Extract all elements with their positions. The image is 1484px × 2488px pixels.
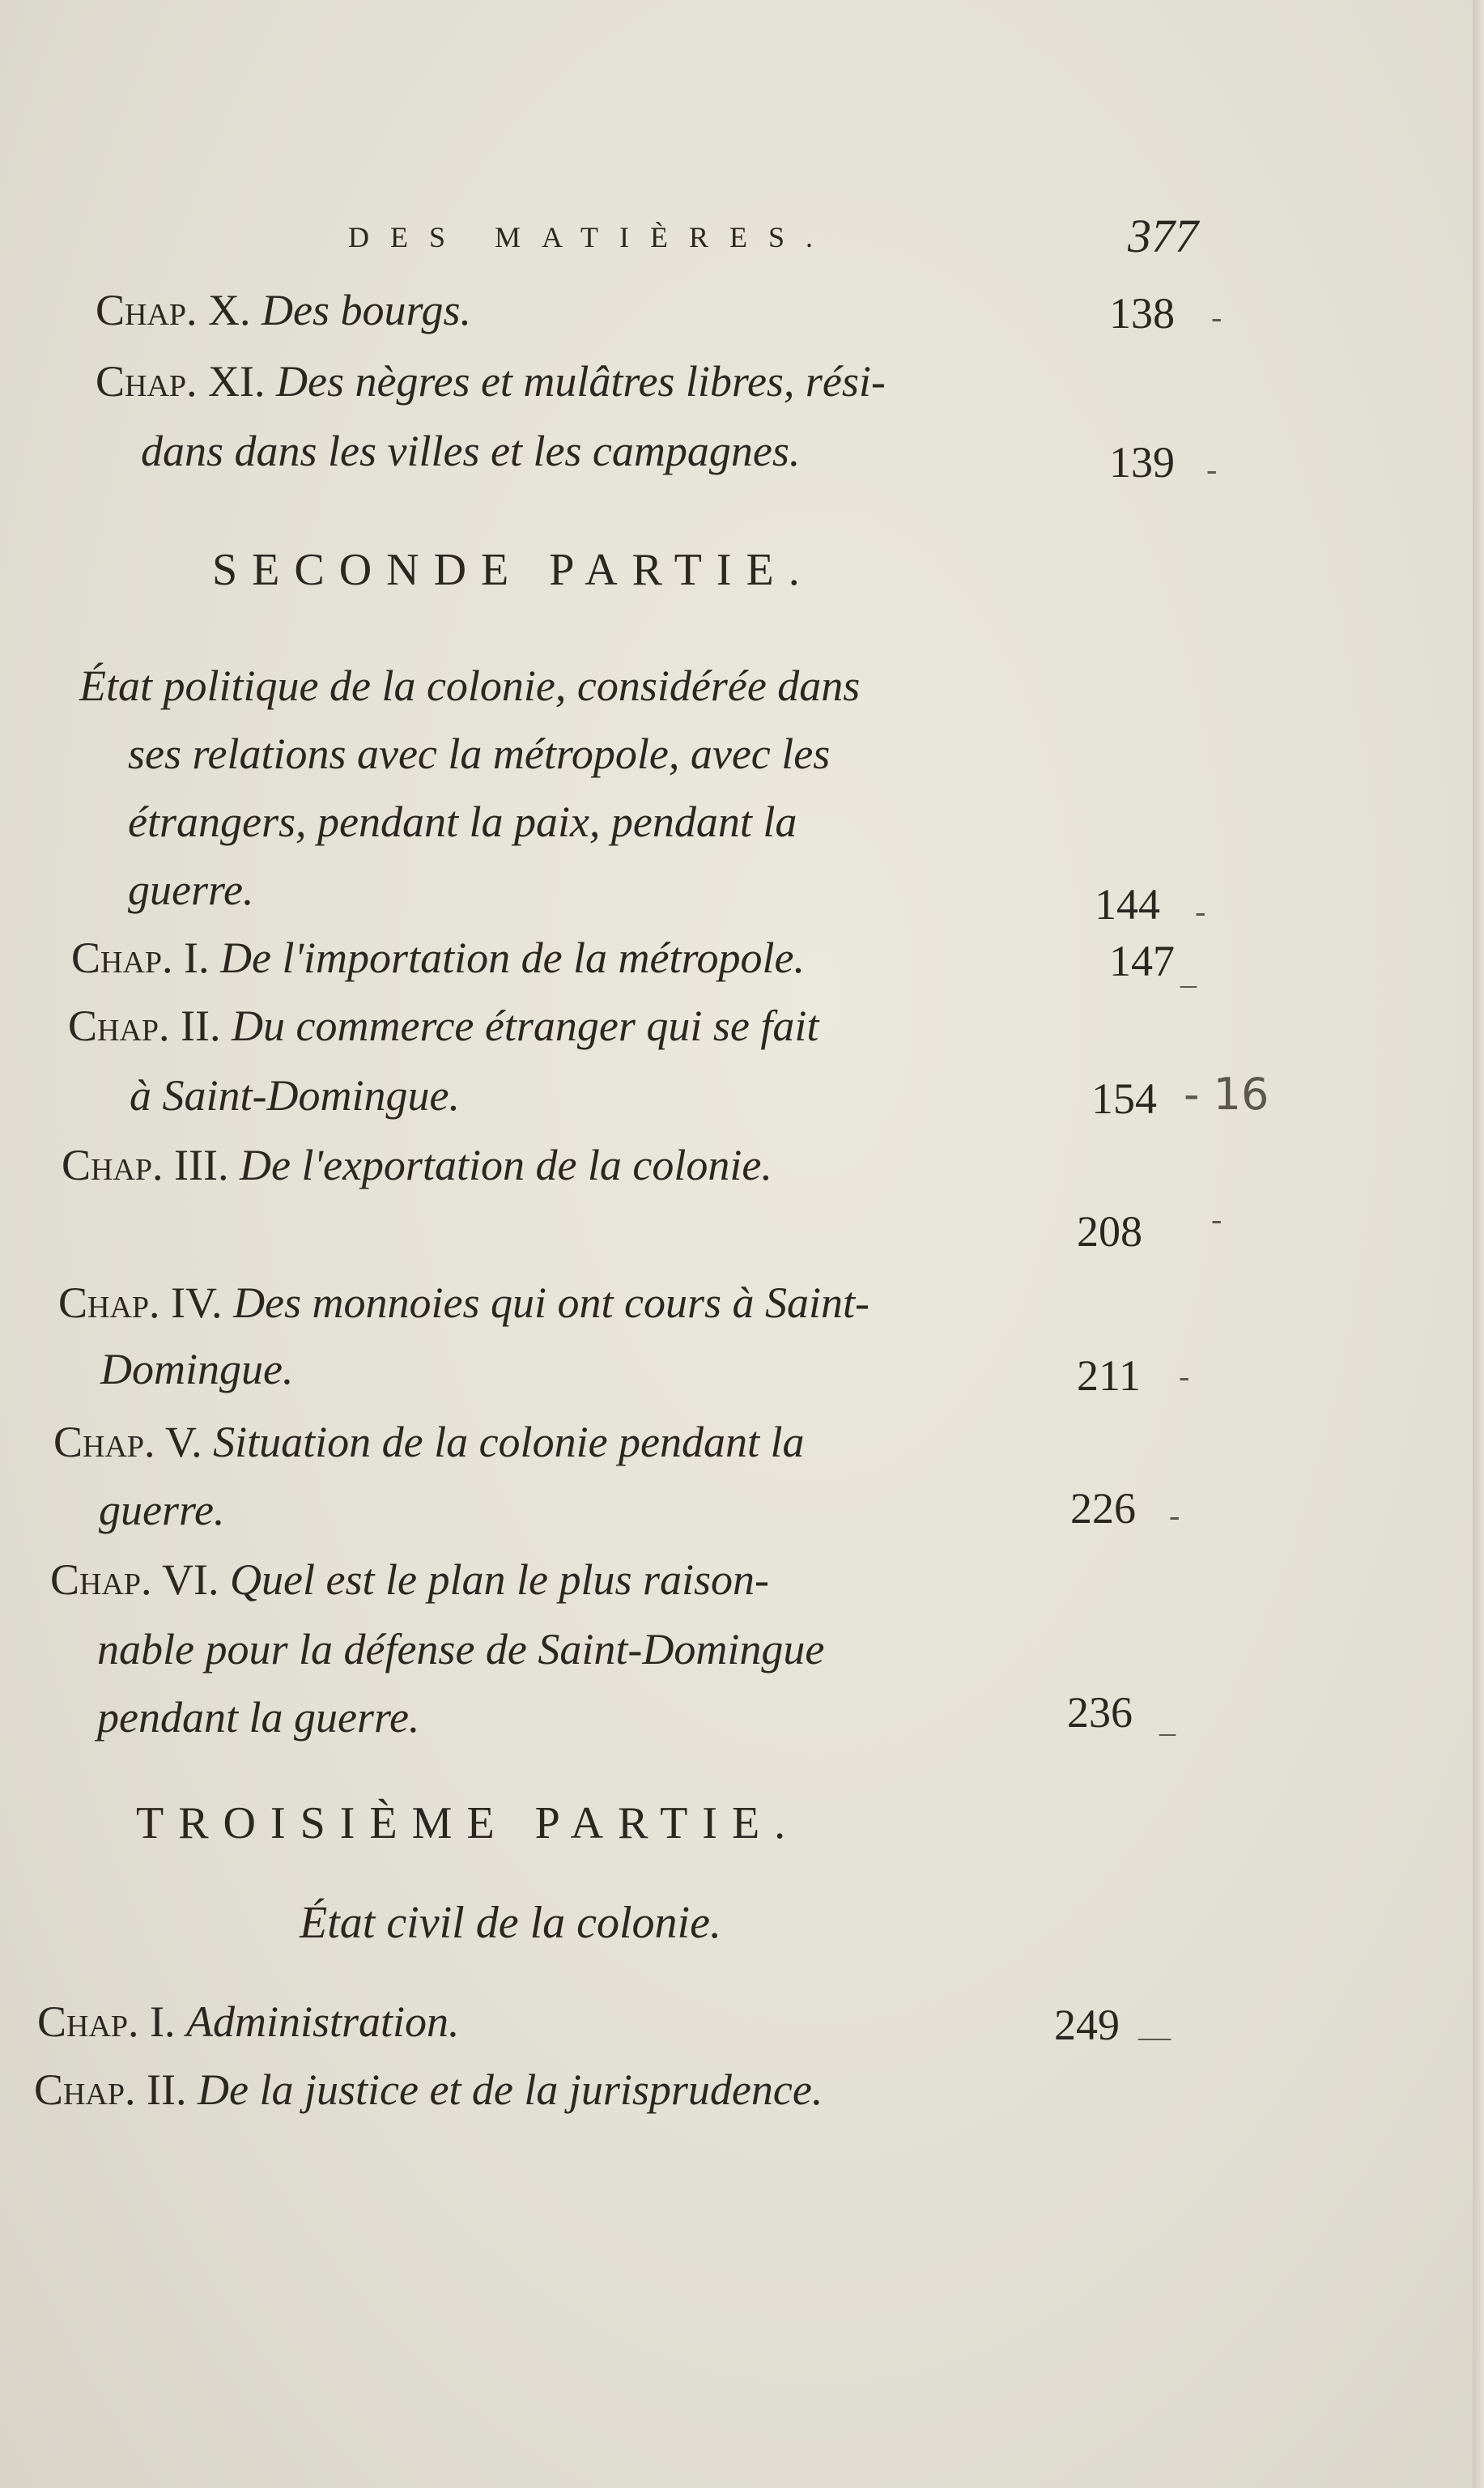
- toc-entry-chap-i: [71, 933, 805, 983]
- page-ref: 138: [1109, 289, 1175, 338]
- chapter-label: Chap. V.: [53, 1418, 202, 1466]
- toc-entry-chap-i-third: [37, 1997, 460, 2047]
- part-subtitle: État civil de la colonie.: [300, 1898, 721, 1948]
- header-page-number: 377: [1128, 210, 1198, 262]
- chapter-label: Chap. VI.: [50, 1555, 219, 1604]
- pencil-tick: _: [1159, 1703, 1176, 1739]
- pencil-tick: -: [1206, 451, 1218, 487]
- toc-entry-chap-ii: [68, 1001, 819, 1051]
- pencil-margin-note: - 16: [1184, 1069, 1269, 1120]
- toc-entry-chap-x: [96, 285, 471, 335]
- chapter-label: Chap. III.: [62, 1141, 229, 1189]
- toc-entry-chap-vi: [50, 1554, 769, 1605]
- chapter-label: Chap. IV.: [58, 1278, 223, 1327]
- page-ref: 236: [1067, 1688, 1133, 1737]
- part-heading: TROISIÈME PARTIE.: [136, 1798, 801, 1848]
- chapter-label: Chap. II.: [68, 1002, 221, 1050]
- chapter-title-line: Des monnoies qui ont cours à Saint-: [233, 1278, 870, 1327]
- running-header: [340, 209, 1198, 266]
- page-ref: 147: [1109, 937, 1175, 985]
- pencil-tick: -: [1169, 1497, 1180, 1533]
- page-ref: 211: [1077, 1351, 1141, 1400]
- pencil-tick: -: [1211, 1201, 1222, 1237]
- chapter-title-line: nable pour la défense de Saint-Domingue: [97, 1625, 825, 1674]
- pencil-tick: _: [1180, 955, 1197, 991]
- chapter-title: De l'exportation de la colonie.: [239, 1141, 772, 1189]
- chapter-title-line: Quel est le plan le plus raison-: [230, 1555, 769, 1604]
- toc-entry-chap-ii-third: [34, 2065, 823, 2115]
- toc-entry-chap-iv: [58, 1278, 870, 1328]
- chapter-title-line: Situation de la colonie pendant la: [213, 1418, 805, 1466]
- part-intro-line: guerre.: [128, 865, 254, 914]
- page-ref: 226: [1070, 1484, 1136, 1533]
- chapter-label: Chap. XI.: [96, 357, 266, 406]
- chapter-title: De l'importation de la métropole.: [220, 934, 805, 982]
- page-edge: [1473, 0, 1484, 2488]
- pencil-tick: -: [1211, 299, 1222, 335]
- chapter-label: Chap. X.: [96, 286, 251, 334]
- part-intro-line: étrangers, pendant la paix, pendant la: [128, 797, 797, 846]
- chapter-label: Chap. I.: [71, 934, 210, 982]
- chapter-label: Chap. II.: [34, 2065, 187, 2114]
- chapter-title: Administration.: [186, 1997, 460, 2046]
- page-ref: 139: [1109, 438, 1175, 487]
- toc-entry-chap-iii: [62, 1140, 772, 1190]
- chapter-title-line: guerre.: [99, 1486, 225, 1534]
- toc-entry-chap-v: [53, 1417, 805, 1467]
- pencil-tick: -: [1195, 893, 1206, 929]
- chapter-label: Chap. I.: [37, 1997, 176, 2046]
- page-ref: 154: [1091, 1074, 1157, 1123]
- part-heading: SECONDE PARTIE.: [212, 545, 814, 595]
- header-title: DES MATIÈRES.: [348, 221, 835, 253]
- chapter-title-line: Domingue.: [100, 1345, 294, 1393]
- page-ref: 249: [1054, 2001, 1120, 2049]
- chapter-title: Des bourgs.: [262, 286, 472, 334]
- part-intro-line: État politique de la colonie, considérée dans: [79, 661, 861, 710]
- toc-entry-chap-xi: [96, 356, 886, 406]
- part-intro-line: ses relations avec la métropole, avec les: [128, 729, 831, 778]
- chapter-title-line: Des nègres et mulâtres libres, rési-: [276, 357, 886, 406]
- chapter-title-line: Du commerce étranger qui se fait: [232, 1002, 819, 1050]
- pencil-tick: __: [1138, 2007, 1171, 2044]
- chapter-title-line: pendant la guerre.: [97, 1693, 420, 1742]
- pencil-tick: -: [1179, 1358, 1190, 1394]
- chapter-title: De la justice et de la jurisprudence.: [198, 2065, 823, 2114]
- chapter-title-line: à Saint-Domingue.: [130, 1071, 460, 1120]
- page-ref: 208: [1077, 1207, 1142, 1256]
- page-ref: 144: [1095, 880, 1160, 929]
- chapter-title-line: dans dans les villes et les campagnes.: [141, 427, 801, 475]
